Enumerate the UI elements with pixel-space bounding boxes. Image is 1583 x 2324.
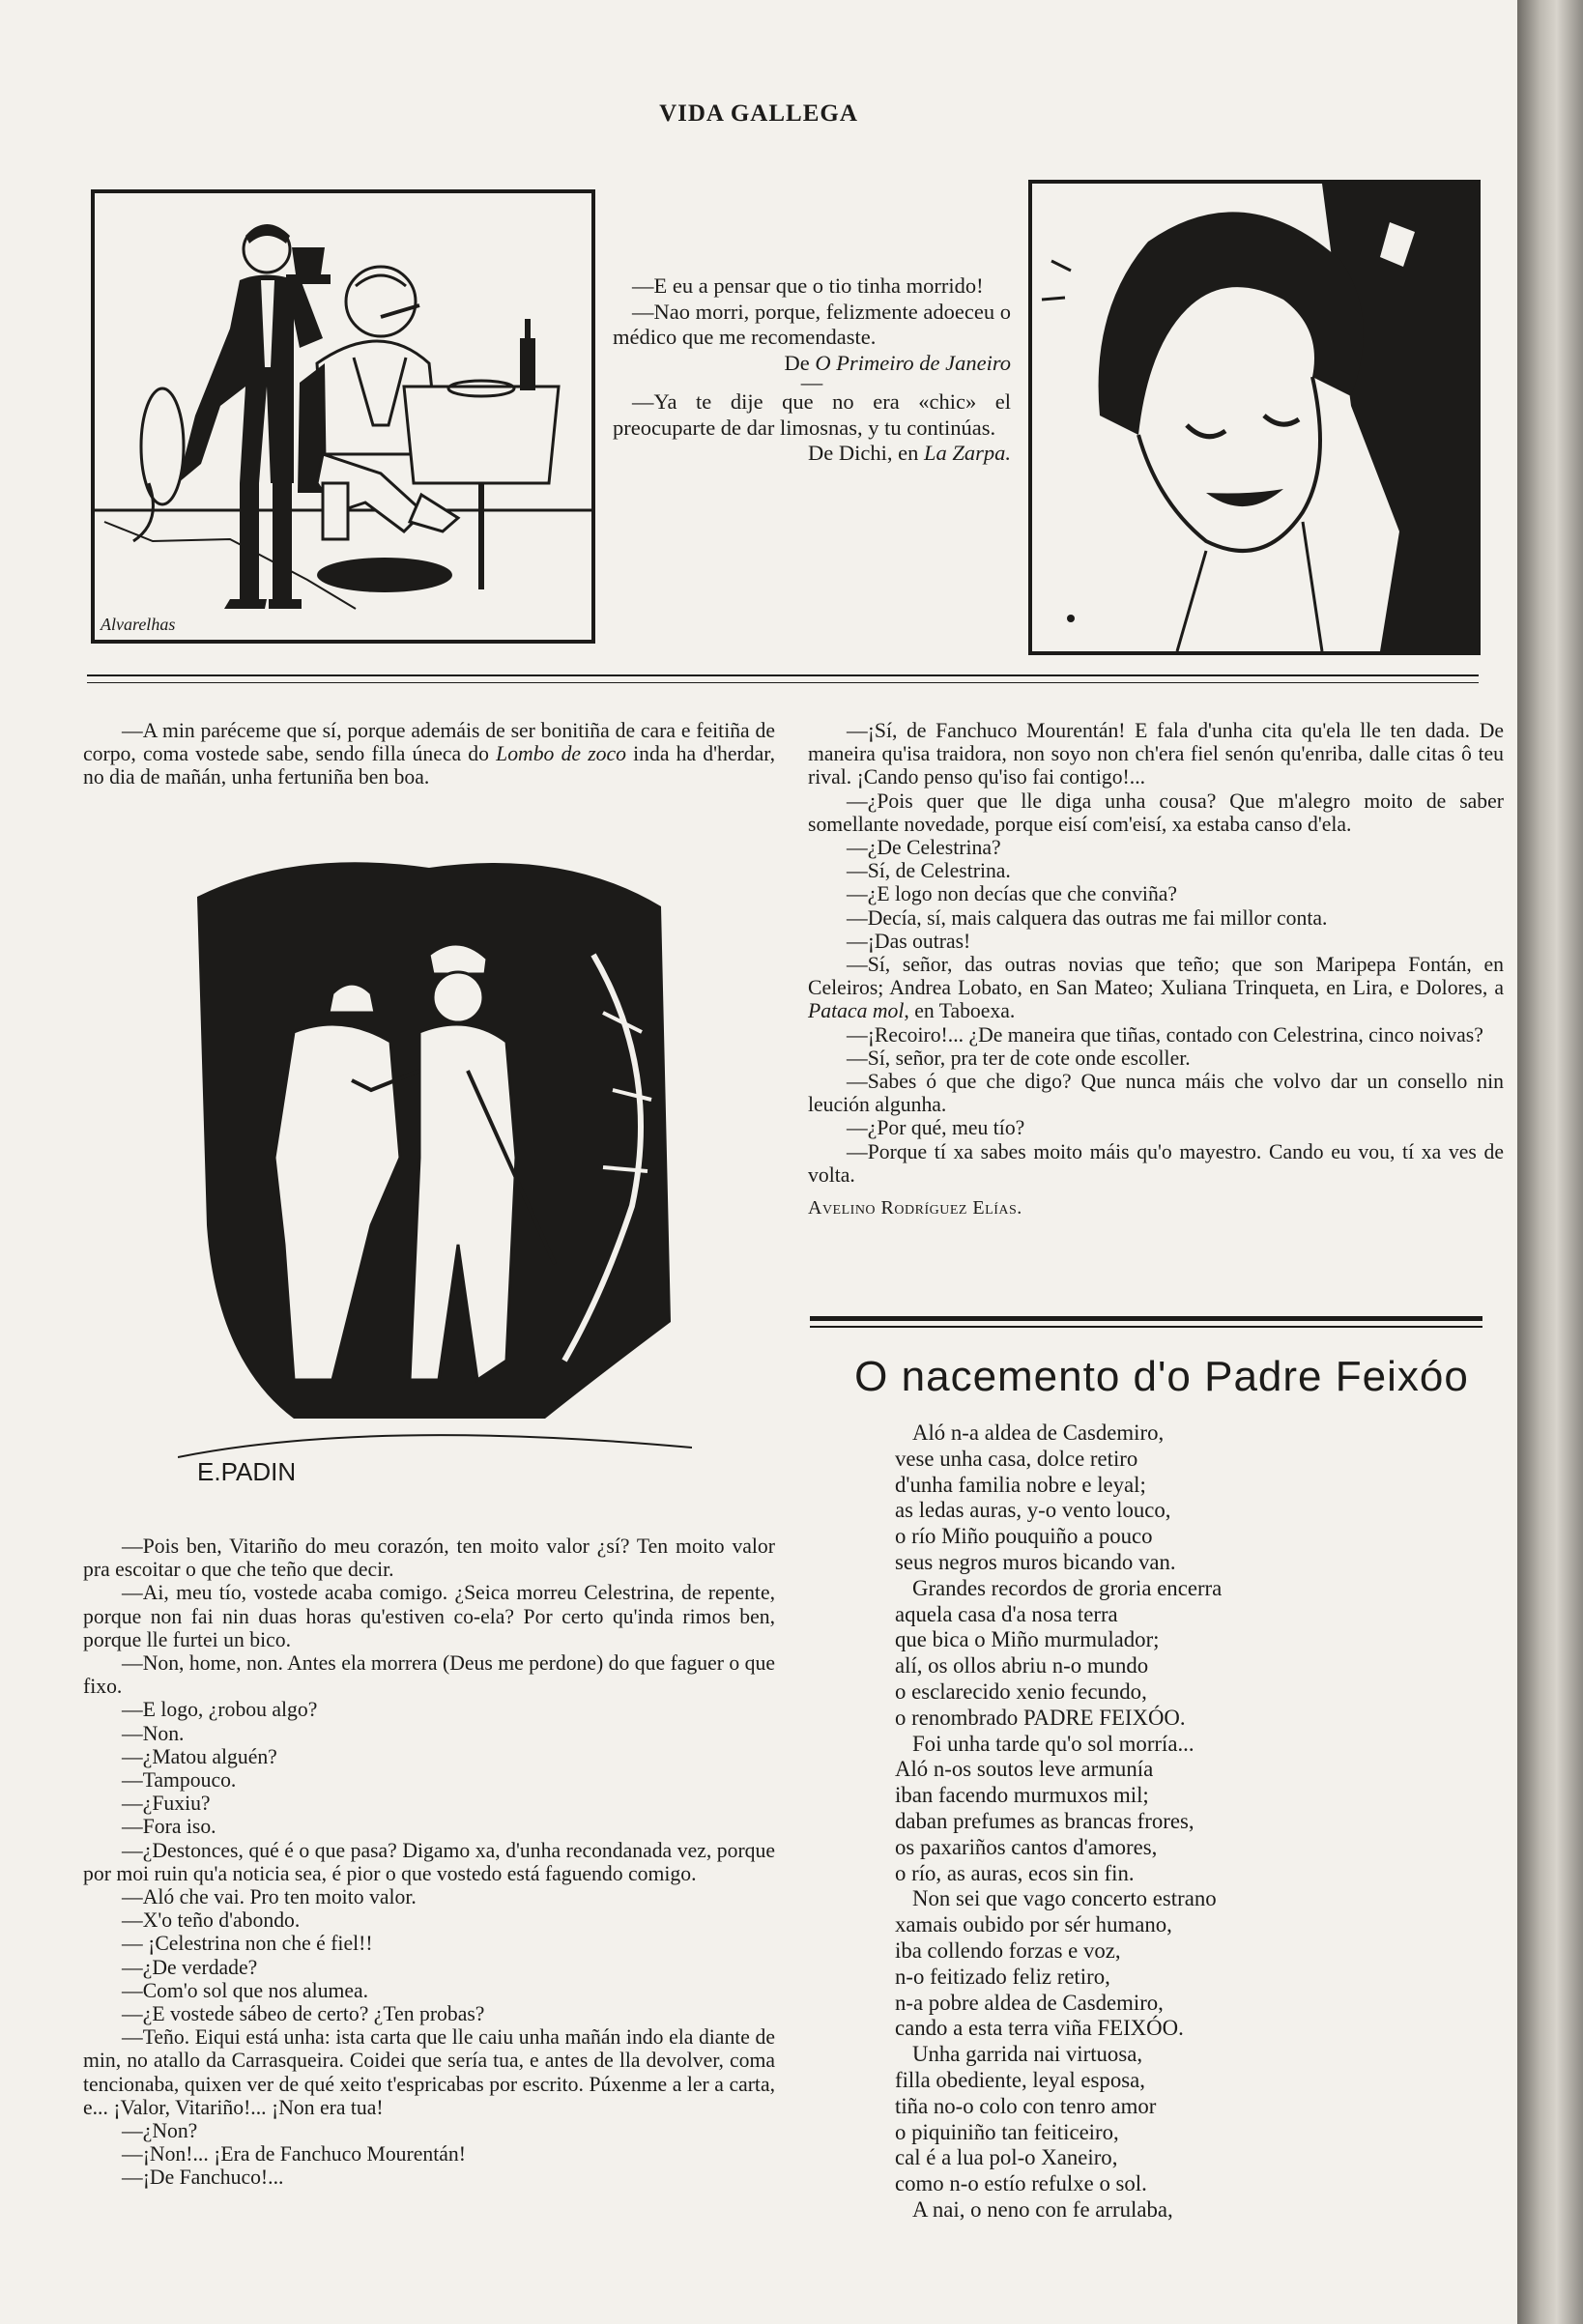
paragraph: —Sabes ó que che digo? Que nunca máis che volvo dar un consello nin leución algunha. bbox=[808, 1070, 1504, 1117]
cartoon-waiter-uncle-signature: Alvarelhas bbox=[101, 615, 176, 634]
caption-source-title: O Primeiro de Janeiro bbox=[815, 350, 1011, 375]
paragraph bbox=[83, 719, 775, 789]
cartoon-captions bbox=[613, 273, 1011, 467]
paragraph-text: , en Taboexa. bbox=[904, 999, 1016, 1023]
caption-line: —Nao morri, porque, felizmente adoeceu o médico que me recomendaste. bbox=[613, 299, 1011, 349]
paragraph: —Porque tí xa sabes moito máis qu'o mayestro. Cando eu vou, tí xa ves de volta. bbox=[808, 1139, 1504, 1187]
paragraph: —Com'o sol que nos alumea. bbox=[122, 1978, 369, 2002]
poem-line: Foi unha tarde qu'o sol morría... bbox=[912, 1731, 1194, 1756]
paragraph: —Non. bbox=[122, 1721, 185, 1745]
divider-rule bbox=[87, 674, 1479, 676]
poem-line: como n-o estío refulxe o sol. bbox=[895, 2171, 1147, 2196]
poem-line: o esclarecido xenio fecundo, bbox=[895, 1678, 1147, 1704]
paragraph-text: —Sí, señor, das outras novias que teño; que son Maripepa Fontán, en Celeiros; Andrea Lobato, en San Mateo; Xuliana Trinqueta, en Lira, e Dolores, a bbox=[808, 953, 1504, 1000]
paragraph: —¿E logo non decías que che conviña? bbox=[847, 882, 1178, 906]
paragraph: —Sí, de Celestrina. bbox=[847, 859, 1011, 883]
paragraph: —Teño. Eiqui está unha: ista carta que lle caiu unha mañán indo ela diante de min, no atallo da Carrasqueira. Coidei que sería tua, e antes de lla devolver, coma tencionaba, quixen ver de qué xeito t'espricabas por escrito. Púxenme a ler a carta, e... ¡Valor, Vitariño!... ¡Non era tua! bbox=[83, 2025, 775, 2119]
paragraph: —Ai, meu tío, vostede acaba comigo. ¿Seica morreu Celestrina, de repente, porque non fai nin duas horas qu'estiven co-ela? Por certo qu'inda rimos ben, porque lle furtei un bico. bbox=[83, 1581, 775, 1651]
paragraph: —Decía, sí, mais calquera das outras me fai millor conta. bbox=[847, 905, 1328, 930]
paragraph: —Fora iso. bbox=[122, 1815, 216, 1839]
paragraph: —¿Fuxiu? bbox=[122, 1792, 211, 1816]
paragraph-italic: Pataca mol bbox=[808, 999, 905, 1023]
paragraph: —¿Matou alguén? bbox=[122, 1744, 277, 1768]
poem-line: as ledas auras, y-o vento louco, bbox=[895, 1498, 1171, 1523]
cartoon-woman-portrait-drawing bbox=[1032, 184, 1477, 651]
caption-separator: — bbox=[800, 370, 823, 394]
paragraph: —¿De verdade? bbox=[122, 1955, 258, 1979]
poem-line: Aló n-a aldea de Casdemiro, bbox=[912, 1420, 1165, 1445]
poem-line: seus negros muros bicando van. bbox=[895, 1549, 1176, 1574]
paragraph: —¿E vostede sábeo de certo? ¿Ten probas? bbox=[122, 2002, 485, 2026]
poem-line: n-a pobre aldea de Casdemiro, bbox=[895, 1990, 1164, 2015]
poem-line: o piquiniño tan feiticeiro, bbox=[895, 2119, 1119, 2144]
poem-line: Aló n-os soutos leve armunía bbox=[895, 1757, 1154, 1782]
poem-line: filla obediente, leyal esposa, bbox=[895, 2067, 1145, 2092]
poem-line: Non sei que vago concerto estrano bbox=[912, 1886, 1217, 1911]
right-column-dialogue bbox=[808, 719, 1504, 1219]
cartoon-waiter-uncle-drawing bbox=[95, 193, 591, 640]
paragraph: —¿Pois quer que lle diga unha cousa? Que m'alegro moito de saber somellante novedade, porque eisí com'eisí, xa estaba canso d'ela. bbox=[808, 789, 1504, 836]
poem-line: alí, os ollos abriu n-o mundo bbox=[895, 1653, 1149, 1678]
paragraph: —Tampouco. bbox=[122, 1768, 237, 1793]
paragraph: —¡Das outras! bbox=[847, 929, 971, 953]
poem-divider-thick bbox=[810, 1316, 1482, 1321]
poem-line: xamais oubido por sér humano, bbox=[895, 1912, 1172, 1937]
caption-source-prefix: De bbox=[784, 350, 816, 375]
paragraph: — ¡Celestrina non che é fiel!! bbox=[122, 1932, 373, 1956]
caption-source bbox=[613, 441, 1011, 467]
poem-line: vese unha casa, dolce retiro bbox=[895, 1446, 1138, 1471]
cartoon-woman-portrait bbox=[1028, 180, 1481, 655]
caption-source-prefix: De Dichi, en bbox=[807, 441, 924, 465]
illustration-signature: E.PADIN bbox=[197, 1457, 297, 1486]
poem-divider-thin bbox=[810, 1326, 1482, 1328]
left-column-intro bbox=[83, 719, 775, 789]
caption-line: —Ya te dije que no era «chic» el preocuparte de dar limosnas, y tu continúas. bbox=[613, 389, 1011, 440]
author-signature: Avelino Rodríguez Elías. bbox=[808, 1197, 1022, 1219]
paragraph: —Pois ben, Vitariño do meu corazón, ten moito valor ¿sí? Ten moito valor pra escoitar o que che teño que decir. bbox=[83, 1535, 775, 1582]
poem-line: os paxariños cantos d'amores, bbox=[895, 1834, 1158, 1859]
divider-rule bbox=[87, 682, 1479, 683]
poem-line: que bica o Miño murmulador; bbox=[895, 1627, 1160, 1652]
paragraph: —¡Sí, de Fanchuco Mourentán! E fala d'unha cita qu'ela lle ten dada. De maneira qu'isa traidora, non soyo non ch'era fiel senón qu'enriba, dalle citas ô teu rival. ¡Cando penso qu'iso fai contigo!... bbox=[808, 719, 1504, 789]
poem-line: tiña no-o colo con tenro amor bbox=[895, 2093, 1157, 2118]
paragraph: —¿Destonces, qué é o que pasa? Digamo xa, d'unha recondanada vez, porque por moi ruin qu'a noticia sea, é pior o que vostedo está faguendo comigo. bbox=[83, 1838, 775, 1885]
paragraph bbox=[808, 953, 1504, 1023]
poem-body bbox=[887, 1420, 1467, 2224]
poem-line: Unha garrida nai virtuosa, bbox=[912, 2042, 1143, 2067]
poem-line: o río Miño pouquiño a pouco bbox=[895, 1524, 1153, 1549]
poem-line: iban facendo murmuxos mil; bbox=[895, 1783, 1149, 1808]
poem-line: A nai, o neno con fe arrulaba, bbox=[912, 2196, 1173, 2222]
paragraph: —X'o teño d'abondo. bbox=[122, 1908, 301, 1933]
paragraph: —Aló che vai. Pro ten moito valor. bbox=[122, 1885, 417, 1909]
poem-line: cal é a lua pol-o Xaneiro, bbox=[895, 2145, 1118, 2170]
paragraph-text: inda ha d'herdar, no dia de mañán, unha fertuniña ben boa. bbox=[83, 742, 775, 789]
paragraph: —¡De Fanchuco!... bbox=[122, 2166, 284, 2190]
paragraph-italic: Lombo de zoco bbox=[496, 742, 626, 766]
poem-line: o río, as auras, ecos sin fin. bbox=[895, 1860, 1135, 1885]
poem-line: d'unha familia nobre e leyal; bbox=[895, 1472, 1146, 1497]
poem-line: aquela casa d'a nosa terra bbox=[895, 1601, 1118, 1626]
paragraph: —Sí, señor, pra ter de cote onde escoller. bbox=[847, 1046, 1191, 1070]
paragraph: —E logo, ¿robou algo? bbox=[122, 1698, 318, 1722]
caption-source-title: La Zarpa. bbox=[923, 441, 1011, 465]
paragraph-text: —A min paréceme que sí, porque ademáis de ser bonitiña de cara e feitiña de corpo, coma vostede sabe, sendo filla úneca do bbox=[83, 719, 775, 766]
paragraph: —¿Non? bbox=[122, 2119, 198, 2143]
book-spine-edge bbox=[1517, 0, 1583, 2324]
poem-line: o renombrado PADRE FEIXÓO. bbox=[895, 1705, 1186, 1730]
left-column-dialogue bbox=[83, 1535, 775, 2190]
page-header: VIDA GALLEGA bbox=[659, 100, 858, 127]
paragraph: —¡Non!... ¡Era de Fanchuco Mourentán! bbox=[122, 2142, 466, 2166]
poem-line: daban prefumes as brancas frores, bbox=[895, 1808, 1194, 1833]
paragraph: —¡Recoiro!... ¿De maneira que tiñas, contado con Celestrina, cinco noivas? bbox=[847, 1022, 1483, 1047]
poem-line: n-o feitizado feliz retiro, bbox=[895, 1964, 1110, 1989]
illustration-two-men bbox=[178, 839, 692, 1496]
poem-line: Grandes recordos de groria encerra bbox=[912, 1575, 1223, 1600]
illustration-two-men-drawing bbox=[178, 839, 692, 1496]
poem-line: iba collendo forzas e voz, bbox=[895, 1937, 1121, 1963]
poem-line: cando a esta terra viña FEIXÓO. bbox=[895, 2016, 1184, 2041]
poem-title: O nacemento d'o Padre Feixóo bbox=[854, 1353, 1469, 1400]
caption-line: —E eu a pensar que o tio tinha morrido! bbox=[632, 273, 984, 298]
cartoon-waiter-uncle bbox=[91, 189, 595, 644]
paragraph: —Non, home, non. Antes ela morrera (Deus me perdone) do que faguer o que fixo. bbox=[83, 1651, 775, 1699]
paragraph: —¿Por qué, meu tío? bbox=[847, 1116, 1025, 1140]
paragraph: —¿De Celestrina? bbox=[847, 836, 1001, 860]
